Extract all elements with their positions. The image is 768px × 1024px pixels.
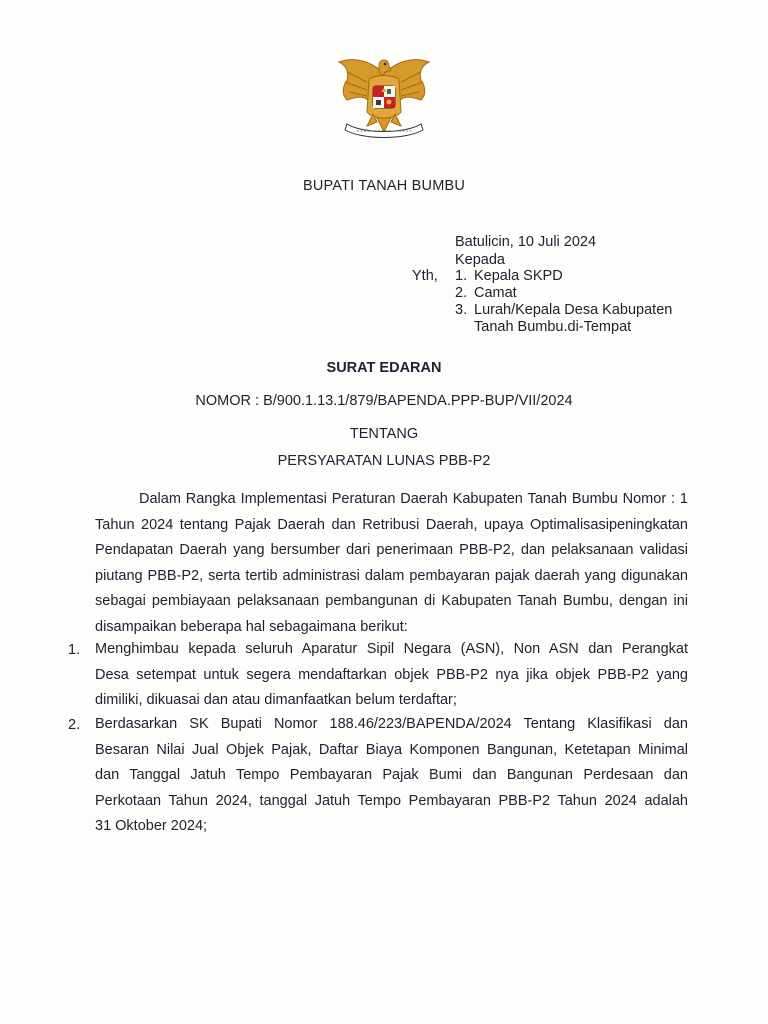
item-line: Besaran Nilai Jual Objek Pajak, Daftar Biaya Komponen Bangunan, Ketetapan Minimal xyxy=(95,741,688,758)
recipient-number: 1. xyxy=(455,268,468,284)
recipient-item: Camat xyxy=(474,285,517,301)
recipient-to-label: Kepada xyxy=(455,252,505,268)
paragraph-line: Tahun 2024 tentang Pajak Daerah dan Retribusi Daerah, upaya Optimalisasipeningkatan xyxy=(95,516,688,533)
paragraph-line: Dalam Rangka Implementasi Peraturan Daerah Kabupaten Tanah Bumbu Nomor : 1 xyxy=(139,491,688,507)
numbered-item xyxy=(95,712,688,840)
letter-subject: PERSYARATAN LUNAS PBB-P2 xyxy=(277,453,491,469)
recipient-number: 2. xyxy=(455,285,468,301)
garuda-pancasila-emblem xyxy=(333,52,435,144)
item-line: Desa setempat untuk segera mendaftarkan objek PBB-P2 nya jika objek PBB-P2 yang xyxy=(95,666,688,683)
item-line: Berdasarkan SK Bupati Nomor 188.46/223/BAPENDA/2024 Tentang Klasifikasi dan xyxy=(95,716,688,732)
paragraph-line: sebagai pembiayaan pelaksanaan pembangunan di Kabupaten Tanah Bumbu, dengan ini xyxy=(95,593,688,610)
issuer-title: BUPATI TANAH BUMBU xyxy=(302,178,466,194)
recipient-item-continuation: Tanah Bumbu.di-Tempat xyxy=(474,319,632,335)
recipient-item: Kepala SKPD xyxy=(474,268,563,284)
intro-paragraph xyxy=(95,487,688,641)
numbered-item xyxy=(95,637,688,714)
salutation: Yth, xyxy=(412,268,438,284)
letter-type: SURAT EDARAN xyxy=(326,360,442,376)
item-line: dan Tanggal Jatuh Tempo Pembayaran Pajak Bumi dan Bangunan Perdesaan dan xyxy=(95,767,688,784)
about-label: TENTANG xyxy=(349,426,419,442)
paragraph-line: Pendapatan Daerah yang bersumber dari penerimaan PBB-P2, dan pelaksanaan validasi xyxy=(95,542,688,559)
place-date: Batulicin, 10 Juli 2024 xyxy=(455,234,597,250)
item-line: Perkotaan Tahun 2024, tanggal Jatuh Tempo Pembayaran PBB-P2 Tahun 2024 adalah xyxy=(95,792,688,809)
letter-number: NOMOR : B/900.1.13.1/879/BAPENDA.PPP-BUP/VII/2024 xyxy=(195,393,573,409)
item-number: 2. xyxy=(68,717,81,733)
item-number: 1. xyxy=(68,642,81,658)
item-line: dimiliki, dikuasai dan atau dimanfaatkan belum terdaftar; xyxy=(95,692,457,709)
paragraph-line: disampaikan beberapa hal sebagaimana berikut: xyxy=(95,618,408,635)
item-line: Menghimbau kepada seluruh Aparatur Sipil Negara (ASN), Non ASN dan Perangkat xyxy=(95,641,688,657)
item-line: 31 Oktober 2024; xyxy=(95,818,208,835)
recipient-item: Lurah/Kepala Desa Kabupaten xyxy=(474,302,673,318)
recipient-number: 3. xyxy=(455,302,468,318)
paragraph-line: piutang PBB-P2, serta tertib administrasi dalam pembayaran pajak daerah yang digunakan xyxy=(95,567,688,584)
